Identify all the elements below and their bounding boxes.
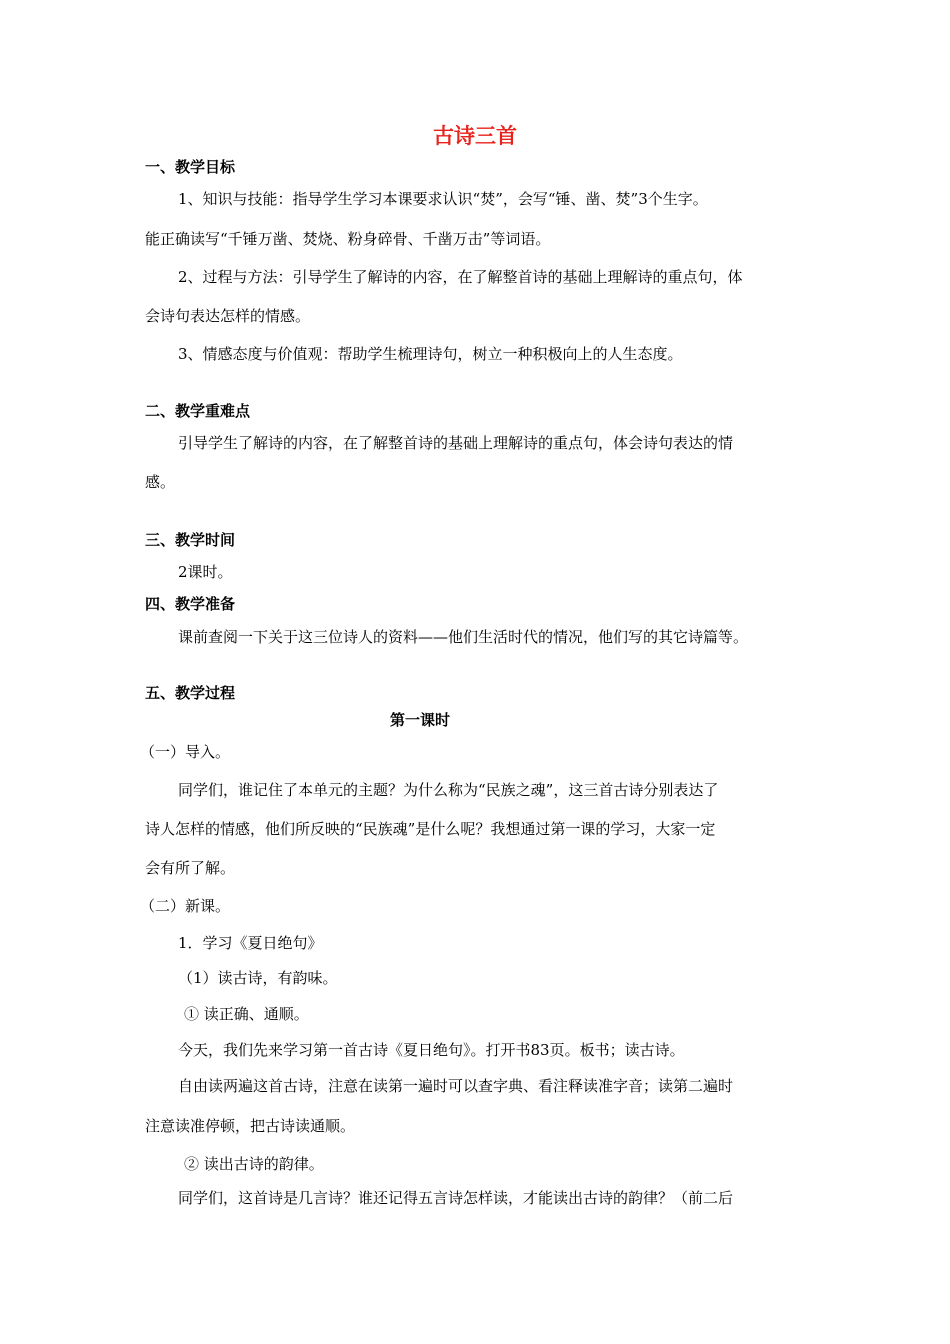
paragraph-line: 2、过程与方法：引导学生了解诗的内容，在了解整首诗的基础上理解诗的重点句，体 (178, 268, 743, 286)
section-heading-key-points: 二、教学重难点 (145, 402, 251, 420)
paragraph-line: ① 读正确、通顺。 (184, 1005, 309, 1023)
section-heading-process: 五、教学过程 (145, 684, 236, 702)
paragraph-line: 2课时。 (178, 563, 233, 581)
paragraph-line: 今天，我们先来学习第一首古诗《夏日绝句》。打开书83页。板书；读古诗。 (178, 1041, 685, 1059)
paragraph-line: （一）导入。 (140, 743, 231, 761)
paragraph-line: 3、情感态度与价值观：帮助学生梳理诗句，树立一种积极向上的人生态度。 (178, 345, 683, 363)
paragraph-line: （二）新课。 (140, 897, 231, 915)
paragraph-line: 诗人怎样的情感，他们所反映的“民族魂”是什么呢？我想通过第一课的学习，大家一定 (145, 820, 716, 838)
paragraph-line: （1）读古诗，有韵味。 (178, 969, 338, 987)
paragraph-line: 同学们，这首诗是几言诗？谁还记得五言诗怎样读，才能读出古诗的韵律？（前二后 (178, 1189, 734, 1207)
paragraph-line: 引导学生了解诗的内容，在了解整首诗的基础上理解诗的重点句，体会诗句表达的情 (178, 434, 734, 452)
paragraph-line: 1．学习《夏日绝句》 (178, 934, 323, 952)
paragraph-line: 课前查阅一下关于这三位诗人的资料——他们生活时代的情况，他们写的其它诗篇等。 (178, 628, 749, 646)
paragraph-line: 会诗句表达怎样的情感。 (145, 307, 311, 325)
paragraph-line: 同学们，谁记住了本单元的主题？为什么称为“民族之魂”，这三首古诗分别表达了 (178, 781, 719, 799)
paragraph-line: 注意读准停顿，把古诗读通顺。 (145, 1117, 356, 1135)
paragraph-line: 自由读两遍这首古诗，注意在读第一遍时可以查字典、看注释读准字音；读第二遍时 (178, 1077, 734, 1095)
paragraph-line: 会有所了解。 (145, 859, 236, 877)
paragraph-line: 能正确读写“千锤万凿、焚烧、粉身碎骨、千凿万击”等词语。 (145, 230, 551, 248)
section-heading-time: 三、教学时间 (145, 531, 236, 549)
paragraph-line: ② 读出古诗的韵律。 (184, 1155, 324, 1173)
paragraph-line: 感。 (145, 473, 176, 491)
section-heading-objectives: 一、教学目标 (145, 158, 236, 176)
section-heading-preparation: 四、教学准备 (145, 595, 236, 613)
page-title: 古诗三首 (433, 124, 517, 148)
lesson-heading: 第一课时 (389, 711, 450, 729)
paragraph-line: 1、知识与技能：指导学生学习本课要求认识“焚”，会写“锤、凿、焚”3个生字。 (178, 190, 708, 208)
